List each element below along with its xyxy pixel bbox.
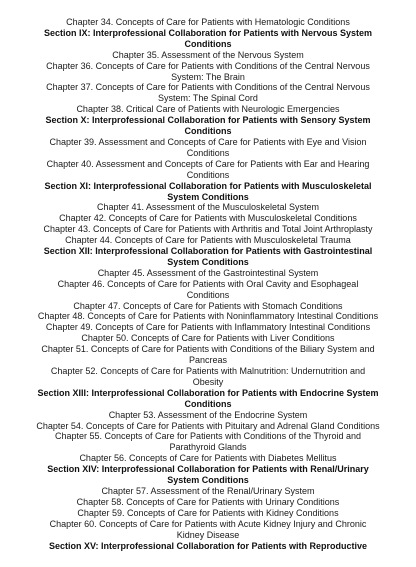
chapter-entry: Chapter 55. Concepts of Care for Patients with Conditions of the Thyroid and Parathyroid Glands — [54, 431, 361, 453]
chapter-entry: Chapter 34. Concepts of Care for Patients with Hematologic Conditions — [66, 17, 350, 27]
chapter-entry: Chapter 59. Concepts of Care for Patients with Kidney Conditions — [77, 507, 339, 518]
chapter-entry: Chapter 50. Concepts of Care for Patients with Liver Conditions — [81, 333, 335, 344]
chapter-entry: Chapter 58. Concepts of Care for Patients with Urinary Conditions — [76, 496, 340, 507]
section-heading: Section X: Interprofessional Collaboration for Patients with Sensory System Conditions — [45, 115, 371, 137]
chapter-entry: Chapter 54. Concepts of Care for Patients with Pituitary and Adrenal Gland Conditions — [36, 420, 380, 431]
section-heading: Section XIII: Interprofessional Collaboration for Patients with Endocrine System Conditions — [37, 387, 379, 409]
chapter-entry: Chapter 36. Concepts of Care for Patients with Conditions of the Central Nervous System: The Brain — [46, 60, 370, 82]
chapter-entry: Chapter 51. Concepts of Care for Patients with Conditions of the Biliary System and Pancreas — [41, 344, 375, 366]
chapter-entry: Chapter 48. Concepts of Care for Patients with Noninflammatory Intestinal Conditions — [37, 311, 379, 322]
chapter-entry: Chapter 40. Assessment and Concepts of Care for Patients with Ear and Hearing Conditions — [46, 158, 370, 180]
section-heading: Section IX: Interprofessional Collaboration for Patients with Nervous System Conditions — [43, 27, 373, 49]
section-heading: Section XIV: Interprofessional Collaboration for Patients with Renal/Urinary System Conditions — [47, 464, 369, 486]
chapter-entry: Chapter 47. Concepts of Care for Patients with Stomach Conditions — [73, 300, 343, 311]
chapter-entry: Chapter 35. Assessment of the Nervous System — [112, 49, 304, 60]
chapter-entry: Chapter 44. Concepts of Care for Patients with Musculoskeletal Trauma — [65, 235, 351, 246]
chapter-entry: Chapter 43. Concepts of Care for Patients with Arthritis and Total Joint Arthroplasty — [43, 224, 373, 235]
section-heading: Section XV: Interprofessional Collaboration for Patients with Reproductive — [48, 540, 368, 551]
table-of-contents — [0, 17, 416, 551]
chapter-entry: Chapter 42. Concepts of Care for Patients with Musculoskeletal Conditions — [59, 213, 357, 224]
chapter-entry: Chapter 41. Assessment of the Musculoskeletal System — [96, 202, 320, 213]
section-heading: Section XI: Interprofessional Collaboration for Patients with Musculoskeletal System Conditions — [44, 180, 372, 202]
chapter-entry: Chapter 53. Assessment of the Endocrine System — [108, 409, 308, 420]
chapter-entry: Chapter 39. Assessment and Concepts of Care for Patients with Eye and Vision Conditions — [49, 136, 367, 158]
chapter-entry: Chapter 45. Assessment of the Gastrointestinal System — [97, 267, 319, 278]
chapter-entry: Chapter 38. Critical Care of Patients with Neurologic Emergencies — [76, 104, 340, 115]
section-heading: Section XII: Interprofessional Collaboration for Patients with Gastrointestinal System Conditions — [43, 246, 373, 267]
chapter-entry: Chapter 57. Assessment of the Renal/Urinary System — [101, 485, 315, 496]
chapter-entry: Chapter 56. Concepts of Care for Patients with Diabetes Mellitus — [79, 453, 337, 464]
chapter-entry: Chapter 60. Concepts of Care for Patients with Acute Kidney Injury and Chronic Kidney Disease — [49, 518, 367, 540]
chapter-entry: Chapter 49. Concepts of Care for Patients with Inflammatory Intestinal Conditions — [45, 322, 371, 333]
chapter-entry: Chapter 37. Concepts of Care for Patients with Conditions of the Central Nervous System: The Spinal Cord — [46, 82, 370, 104]
chapter-entry: Chapter 52. Concepts of Care for Patients with Malnutrition: Undernutrition and Obesity — [50, 366, 366, 387]
chapter-entry: Chapter 46. Concepts of Care for Patients with Oral Cavity and Esophageal Conditions — [57, 278, 359, 300]
